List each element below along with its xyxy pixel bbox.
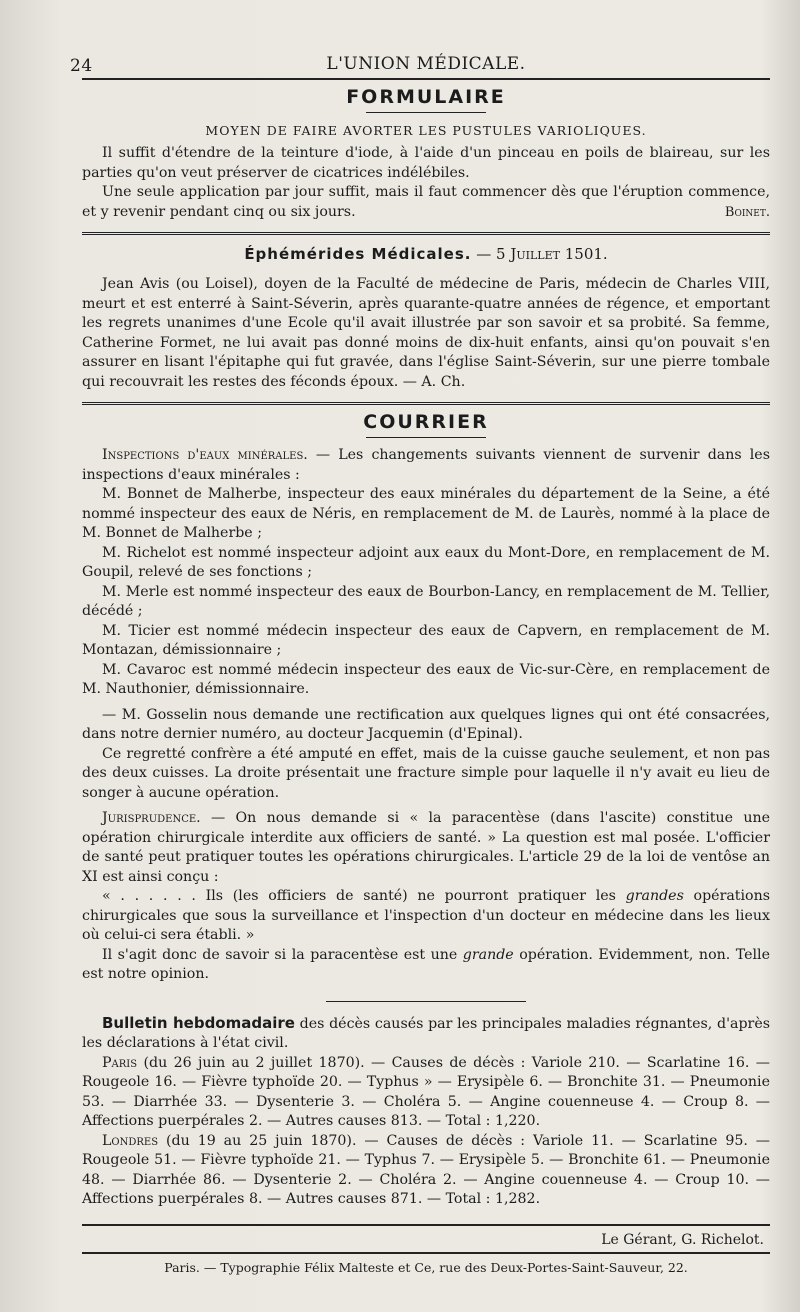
londres-text: (du 19 au 25 juin 1870). — Causes de décès : Variole 11. — Scarlatine 95. — Rougeole 51. — Fièvre typhoïde 21. — Typhus 7. — Erysipèle 5. — Bronchite 61. — Pneumonie 48. — Diarrhée 86. — Dysenterie 2. — Choléra 2. — Angine couenneuse 4. — Croup 10. — Affections puerpérales 8. — Autres causes 871. — Total : 1,282. (82, 1132, 770, 1207)
running-head (70, 48, 770, 78)
law-quote-a: « . . . . . . Ils (les officiers de santé) ne pourront pratiquer les (102, 888, 626, 904)
conclusion-a: Il s'agit donc de savoir si la paracentèse est une (102, 946, 463, 963)
courrier-item: M. Ticier est nommé médecin inspecteur des eaux de Capvern, en remplacement de M. Montazan, démissionnaire ; (82, 622, 770, 658)
bulletin-intro-text: des décès causés par les principales maladies régnantes, d'après les déclarations à l'état civil. (82, 1015, 770, 1051)
courrier-item: M. Merle est nommé inspecteur des eaux de Bourbon-Lancy, en remplacement de M. Tellier, décédé ; (82, 583, 770, 619)
bulletin-divider (326, 1001, 526, 1002)
londres-lead: Londres (102, 1132, 159, 1149)
law-quote-b: opérations chirurgicales que sous la surveillance et l'inspection d'un docteur en médecine dans les lieux où celui-ci sera établi. » (82, 888, 771, 943)
law-quote (82, 887, 770, 946)
jurisprudence-text: — On nous demande si « la paracentèse (dans l'ascite) constitue une opération chirurgicale interdite aux officiers de santé. » La question est mal posée. L'officier de santé peut pratiquer toutes les opérations chirurgicales. L'article 29 de la loi de ventôse an XI est ainsi conçu : (82, 810, 770, 885)
inspections-text: — Les changements suivants viennent de survenir dans les inspections d'eaux minérales : (82, 447, 770, 483)
conclusion-em: grande (462, 946, 514, 963)
ephemerides-heading (82, 245, 770, 263)
paris-lead: Paris (102, 1054, 138, 1071)
section-divider (82, 232, 770, 235)
formulaire-paragraph-1: Il suffit d'étendre de la teinture d'iode, à l'aide d'un pinceau en poils de blaireau, sur les parties qu'on veut préserver de cicatrices indélébiles. (82, 145, 770, 181)
gerant-signature: Le Gérant, G. Richelot. (601, 1231, 764, 1248)
inspections-lead: Inspections d'eaux minérales. (102, 447, 308, 463)
footer-rule (82, 1224, 770, 1226)
jurisprudence-paragraph (82, 809, 770, 887)
ephemerides-text: Jean Avis (ou Loisel), doyen de la Faculté de médecine de Paris, médecin de Charles VIII, meurt et est enterré à Saint-Séverin, après quarante-quatre années de régence, et emportant les regrets unanimes d'une Ecole qu'il avait illustrée par son savoir et sa probité. Sa femme, Catherine Formet, ne lui avait pas donné moins de dix-huit enfants, ainsi qu'on pouvait s'en assurer en lisant l'épitaphe qui fut gravée, dans l'église Saint-Séverin, sur une pierre tombale qui recouvrait les restes des féconds époux. — A. Ch. (82, 276, 770, 390)
journal-title: L'UNION MÉDICALE. (326, 54, 526, 74)
conclusion-b: opération. Evidemment, non. Telle est notre opinion. (82, 946, 770, 982)
confrere-paragraph: Ce regretté confrère a été amputé en effet, mais de la cuisse gauche seulement, et non pas des deux cuisses. La droite présentait une fracture simple pour laquelle il n'y avait eu lieu de songer à aucune opération. (82, 745, 770, 801)
bulletin-paris (82, 1054, 770, 1132)
conclusion-paragraph (82, 946, 770, 985)
section-divider (82, 402, 770, 405)
jurisprudence-lead: Jurisprudence. (102, 810, 201, 826)
gosselin-paragraph: — M. Gosselin nous demande une rectification aux quelques lignes qui ont été consacrées, dans notre dernier numéro, au docteur Jacquemin (d'Epinal). (82, 706, 770, 742)
formulaire-title: FORMULAIRE (346, 86, 506, 108)
courrier-item: M. Cavaroc est nommé médecin inspecteur des eaux de Vic-sur-Cère, en remplacement de M. Nauthonier, démissionnaire. (82, 661, 770, 697)
printer-imprint: Paris. — Typographie Félix Malteste et Ce, rue des Deux-Portes-Saint-Sauveur, 22. (164, 1259, 688, 1275)
title-underline (366, 437, 486, 438)
formulaire-subtitle: MOYEN DE FAIRE AVORTER LES PUSTULES VARIOLIQUES. (205, 123, 647, 138)
header-rule (82, 78, 770, 80)
formulaire-signature: Boinet. (724, 204, 770, 220)
bulletin-londres (82, 1132, 770, 1210)
courrier-title: COURRIER (363, 411, 489, 433)
inspections-paragraph (82, 446, 770, 485)
courrier-item: M. Richelot est nommé inspecteur adjoint aux eaux du Mont-Dore, en remplacement de M. Goupil, relevé de ses fonctions ; (82, 544, 770, 580)
page-number: 24 (70, 56, 93, 76)
ephemerides-title: Éphémérides Médicales. (244, 245, 472, 263)
bulletin-title: Bulletin hebdomadaire (102, 1013, 295, 1032)
law-quote-em: grandes (625, 888, 684, 904)
bulletin-intro (82, 1014, 770, 1054)
formulaire-paragraph-2 (82, 183, 770, 222)
paris-text: (du 26 juin au 2 juillet 1870). — Causes de décès : Variole 210. — Scarlatine 16. — Rougeole 16. — Fièvre typhoïde 20. — Typhus » — Erysipèle 6. — Bronchite 31. — Pneumonie 53. — Diarrhée 33. — Dysenterie 3. — Choléra 5. — Angine couenneuse 4. — Croup 8. — Affections puerpérales 2. — Autres causes 813. — Total : 1,220. (82, 1054, 770, 1129)
formulaire-paragraph-2-text: Une seule application par jour suffit, mais il faut commencer dès que l'éruption commence, et y revenir pendant cinq ou six jours. (82, 184, 770, 220)
title-underline (366, 112, 486, 113)
ephemerides-date: — 5 Juillet 1501. (476, 245, 608, 263)
footer-rule (82, 1252, 770, 1254)
courrier-item: M. Bonnet de Malherbe, inspecteur des eaux minérales du département de la Seine, a été nommé inspecteur des eaux de Néris, en remplacement de M. de Laurès, nommé à la place de M. Bonnet de Malherbe ; (82, 486, 770, 541)
